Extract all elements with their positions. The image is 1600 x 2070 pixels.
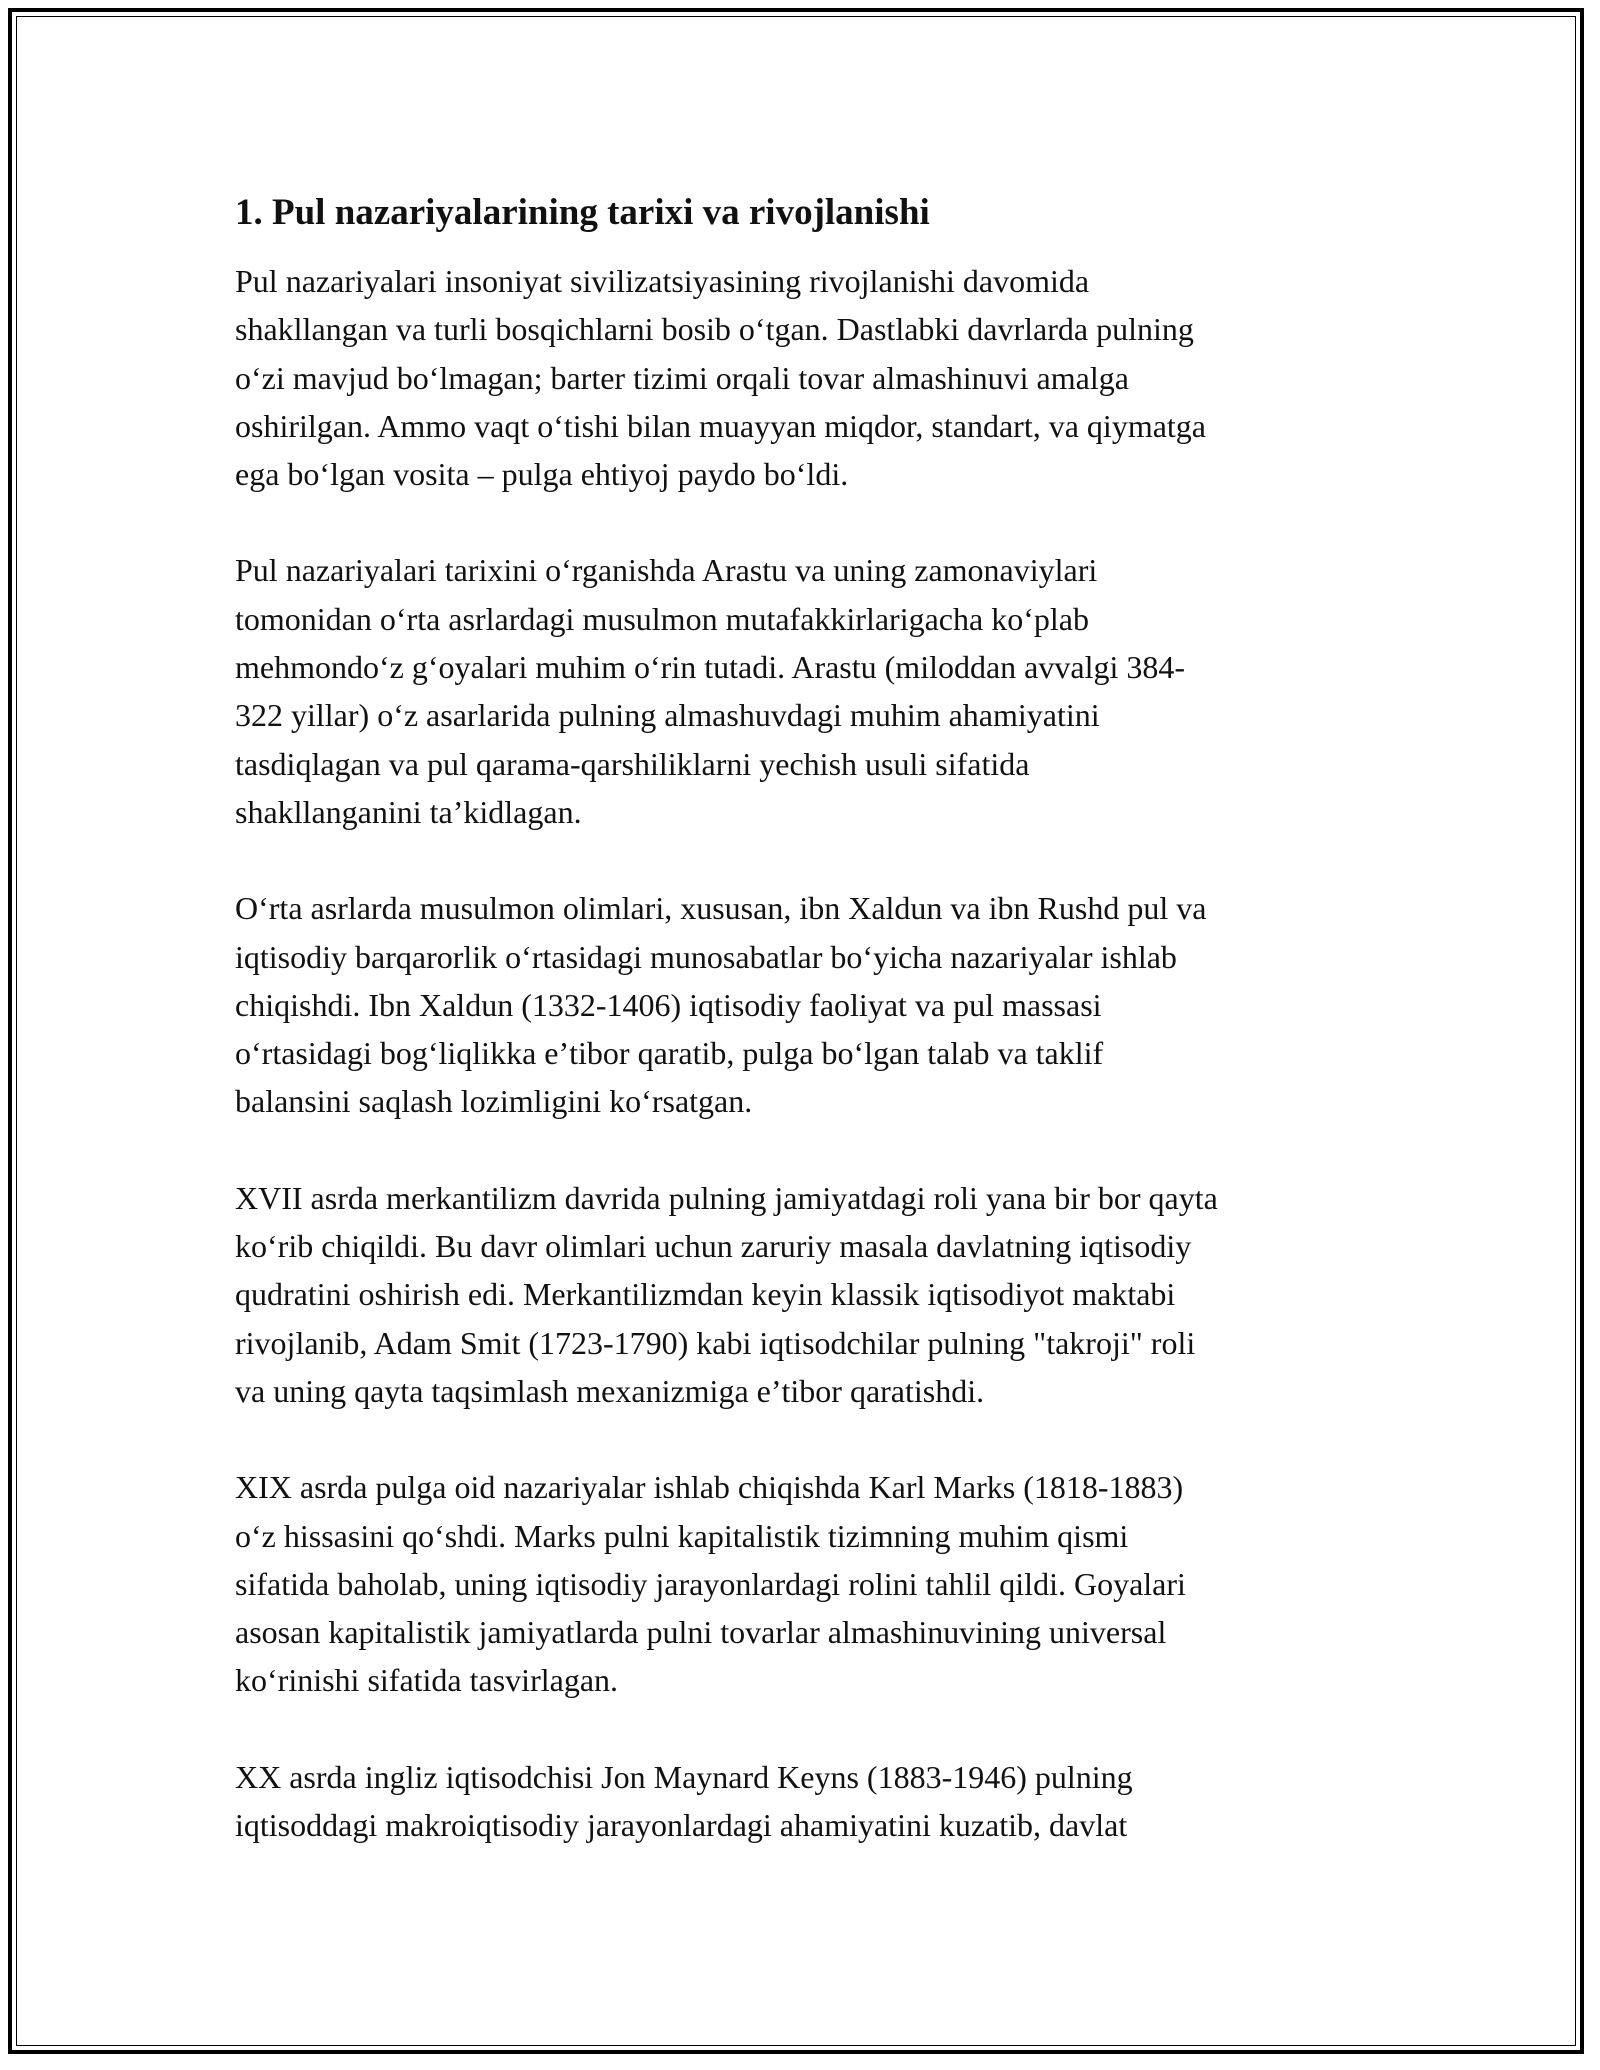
- paragraph-ibn-xaldun: Oʻrta asrlarda musulmon olimlari, xususan, ibn Xaldun va ibn Rushd pul va iqtisodiy barqarorlik oʻrtasidagi munosabatlar boʻyicha nazariyalar ishlab chiqishdi. Ibn Xaldun (1332-1406) iqtisodiy faoliyat va pul massasi oʻrtasidagi bogʻliqlikka eʼtibor qaratib, pulga boʻlgan talab va taklif balansini saqlash lozimligini koʻrsatgan.: [235, 890, 1207, 1120]
- section-heading: 1. Pul nazariyalarining tarixi va rivojlanishi: [235, 192, 930, 233]
- document-body: [235, 185, 1370, 1897]
- paragraph-marks: XIX asrda pulga oid nazariyalar ishlab chiqishda Karl Marks (1818-1883) oʻz hissasini qoʻshdi. Marks pulni kapitalistik tizimning muhim qismi sifatida baholab, uning iqtisodiy jarayonlardagi rolini tahlil qildi. Goyalari asosan kapitalistik jamiyatlarda pulni tovarlar almashinuvining universal koʻrinishi sifatida tasvirlagan.: [235, 1469, 1186, 1699]
- paragraph-arastu: Pul nazariyalari tarixini oʻrganishda Arastu va uning zamonaviylari tomonidan oʻrta asrlardagi musulmon mutafakkirlarigacha koʻplab mehmondoʻz gʻoyalari muhim oʻrin tutadi. Arastu (miloddan avvalgi 384- 322 yillar) oʻz asarlarida pulning almashuvdagi muhim ahamiyatini tasdiqlagan va pul qarama-qarshiliklarni yechish usuli sifatida shakllanganini taʼkidlagan.: [235, 552, 1186, 830]
- paragraph-keyns: XX asrda ingliz iqtisodchisi Jon Maynard Keyns (1883-1946) pulning iqtisoddagi makroiqtisodiy jarayonlardagi ahamiyatini kuzatib, davlat: [235, 1758, 1133, 1844]
- paragraph-barter: Pul nazariyalari insoniyat sivilizatsiyasining rivojlanishi davomida shakllangan va turli bosqichlarni bosib oʻtgan. Dastlabki davrlarda pulning oʻzi mavjud boʻlmagan; barter tizimi orqali tovar almashinuvi amalga oshirilgan. Ammo vaqt oʻtishi bilan muayyan miqdor, standart, va qiymatga ega boʻlgan vosita – pulga ehtiyoj paydo boʻldi.: [235, 263, 1206, 493]
- paragraph-merkantilizm: XVII asrda merkantilizm davrida pulning jamiyatdagi roli yana bir bor qayta koʻrib chiqildi. Bu davr olimlari uchun zaruriy masala davlatning iqtisodiy qudratini oshirish edi. Merkantilizmdan keyin klassik iqtisodiyot maktabi rivojlanib, Adam Smit (1723-1790) kabi iqtisodchilar pulning "takroji" roli va uning qayta taqsimlash mexanizmiga eʼtibor qaratishdi.: [235, 1179, 1218, 1409]
